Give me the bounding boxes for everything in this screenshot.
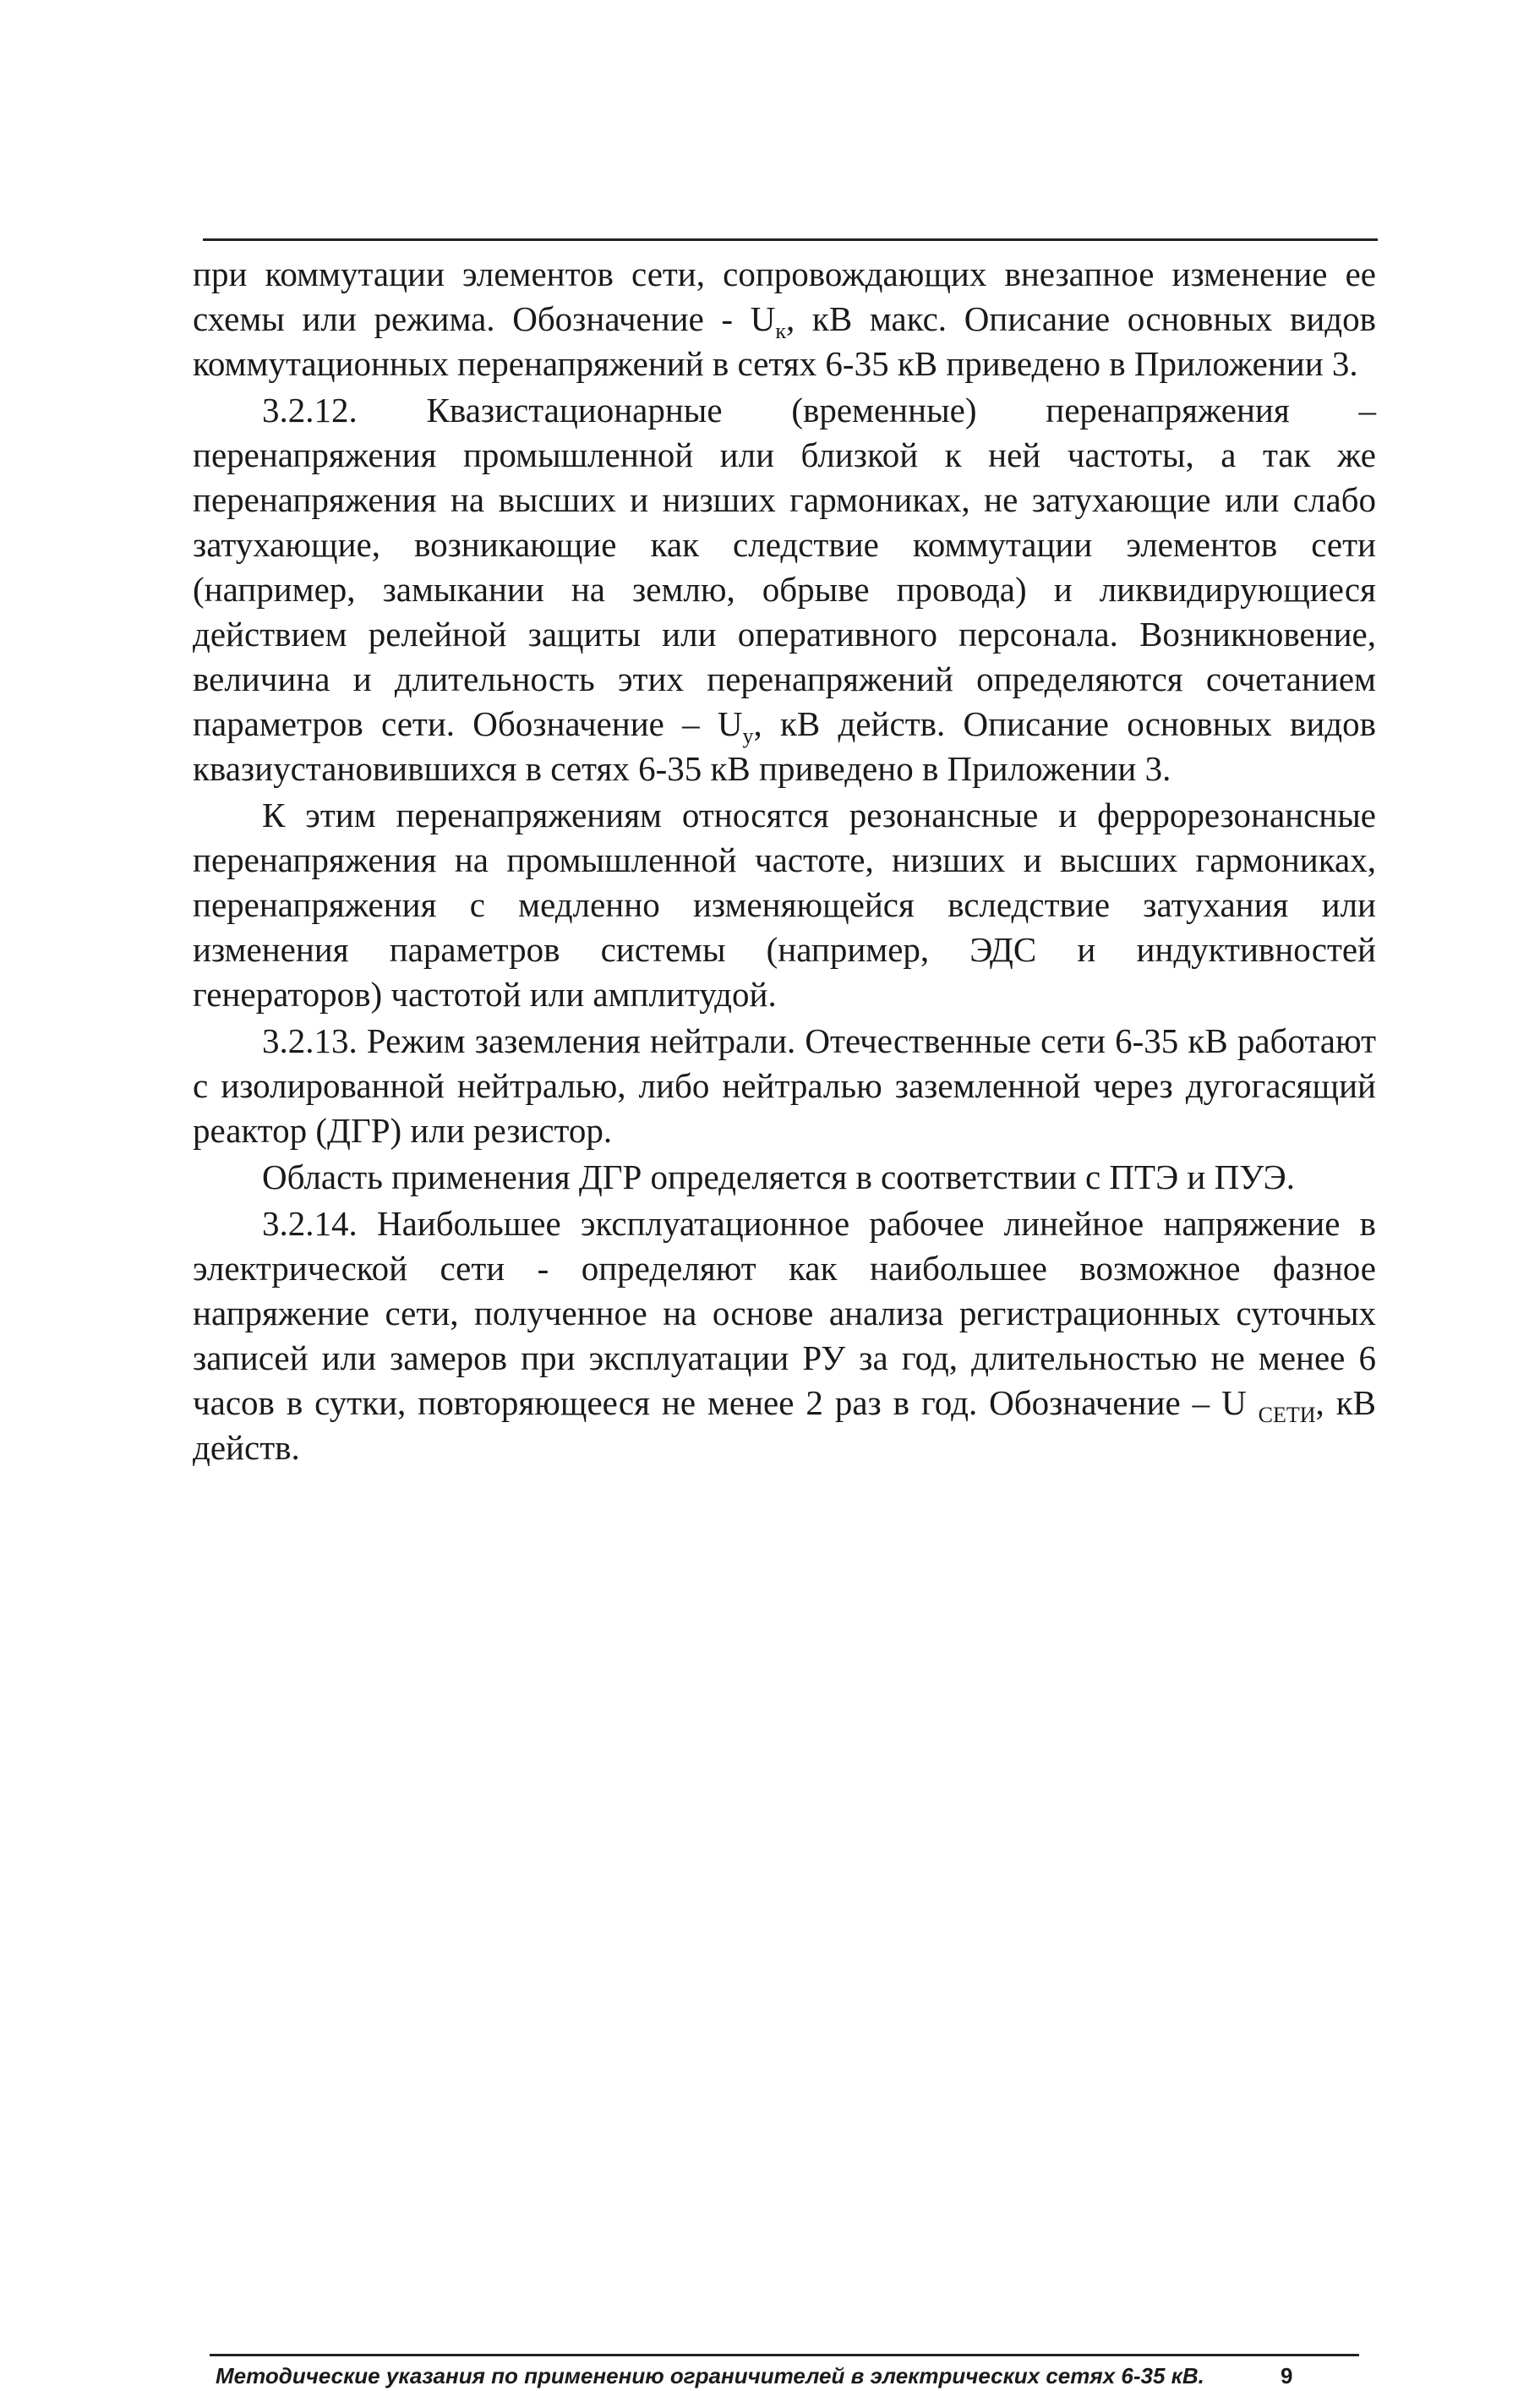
page-number: 9 [1281, 2363, 1293, 2388]
footer-title: Методические указания по применению ограничителей в электрических сетях 6-35 кВ. [216, 2363, 1204, 2388]
paragraph-3-2-14 [193, 1201, 1376, 1470]
paragraph-1-text-cont: , кВ макс. Описание основных видов коммутационных перенапряжений в сетях 6-35 кВ приведено в Приложении 3. [193, 299, 1376, 383]
paragraph-6-subscript: СЕТИ [1258, 1403, 1316, 1428]
paragraph-3-2-13: 3.2.13. Режим заземления нейтрали. Отечественные сети 6-35 кВ работают с изолированной нейтралью, либо нейтралью заземленной через дугогасящий реактор (ДГР) или резистор. [193, 1021, 1376, 1150]
paragraph-6-text: 3.2.14. Наибольшее эксплуатационное рабочее линейное напряжение в электрической сети - определяют как наибольшее возможное фазное напряжение сети, полученное на основе анализа регистрационных суточных записей или замеров при эксплуатации РУ за год, длительностью не менее 6 часов в сутки, повторяющееся не менее 2 раз в год. Обозначение – U [193, 1204, 1376, 1422]
top-rule [203, 238, 1378, 241]
paragraph-dgr: Область применения ДГР определяется в соответствии с ПТЭ и ПУЭ. [262, 1157, 1295, 1196]
paragraph-6-text-cont: , кВ действ. [193, 1383, 1376, 1467]
paragraph-2-text: 3.2.12. Квазистационарные (временные) перенапряжения – перенапряжения промышленной или близкой к ней частоты, а так же перенапряжения на высших и низших гармониках, не затухающие или слабо затухающие, возникающие как следствие коммутации элементов сети (например, замыкании на землю, обрыве провода) и ликвидирующиеся действием релейной защиты или оперативного персонала. Возникновение, величина и длительность этих перенапряжений определяются сочетанием параметров сети. Обозначение – U [193, 391, 1376, 743]
paragraph-1 [193, 252, 1376, 386]
paragraph-2-subscript: у [742, 724, 754, 749]
paragraph-resonance: К этим перенапряжениям относятся резонансные и феррорезонансные перенапряжения на промышленной частоте, низших и высших гармониках, перенапряжения с медленно изменяющейся вследствие затухания или изменения параметров системы (например, ЭДС и индуктивностей генераторов) частотой или амплитудой. [193, 796, 1376, 1014]
footer-rule [210, 2354, 1359, 2356]
paragraph-2-text-cont: , кВ действ. Описание основных видов квазиустановившихся в сетях 6-35 кВ приведено в Приложении 3. [193, 704, 1376, 788]
paragraph-1-subscript: к [775, 319, 786, 344]
paragraph-1-text: при коммутации элементов сети, сопровождающих внезапное изменение ее схемы или режима. Обозначение - U [193, 254, 1376, 338]
document-body [193, 252, 1376, 1472]
paragraph-3-2-12 [193, 388, 1376, 791]
